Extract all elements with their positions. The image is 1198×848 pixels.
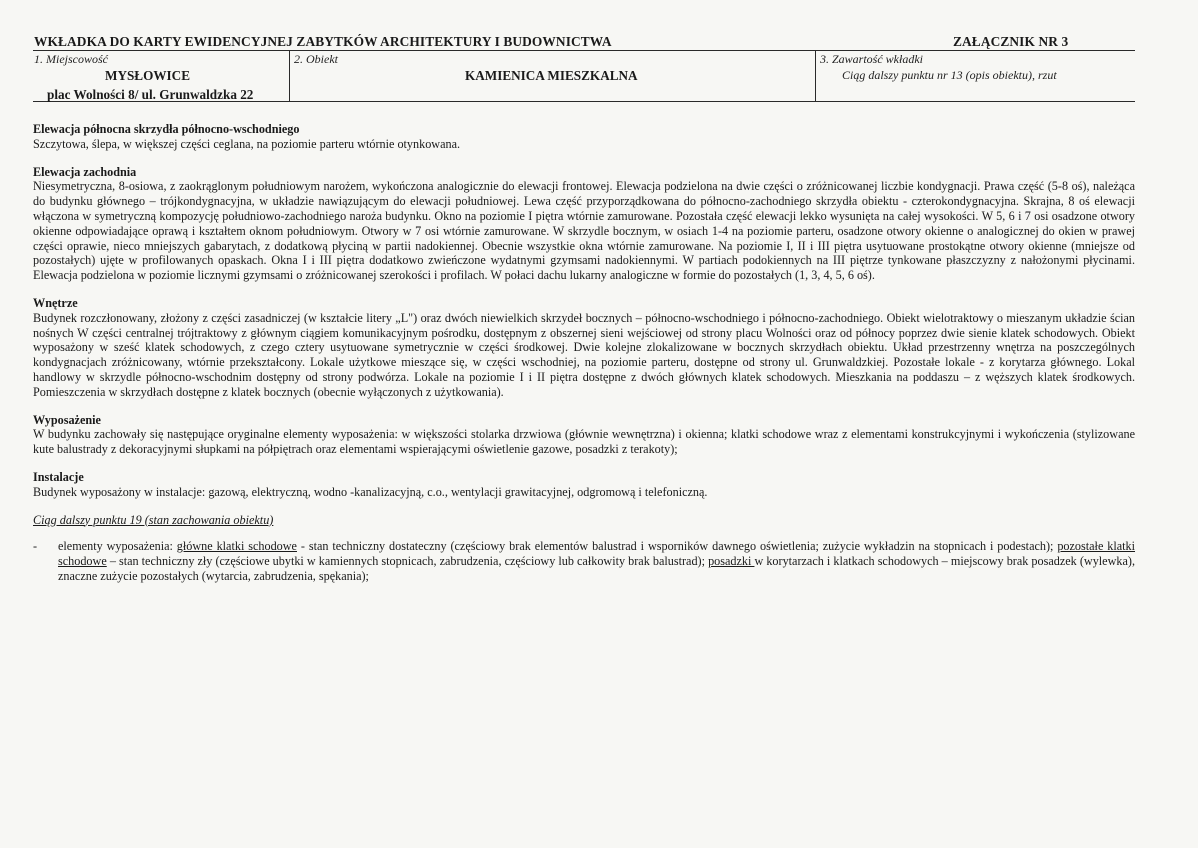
contents-value: Ciąg dalszy punktu nr 13 (opis obiektu), rzut bbox=[842, 68, 1057, 82]
object-label: 2. Obiekt bbox=[294, 52, 338, 66]
item-underlined-term: posadzki bbox=[708, 554, 755, 569]
section-installations bbox=[33, 470, 1135, 500]
section-heading: Wyposażenie bbox=[33, 412, 101, 427]
section-heading: Wnętrze bbox=[33, 295, 78, 310]
contents-label: 3. Zawartość wkładki bbox=[820, 52, 924, 66]
section-text: Niesymetryczna, 8-osiowa, z zaokrąglonym południowym narożem, wykończona analogicznie do elewacji frontowej. Elewacja podzielona na dwie części o zróżnicowanej liczbie kondygnacji. Prawa część (5-8 oś), należąca do budynku głównego – trójkondygnacyjna, w układzie nawiązującym do elewacji południowej. Lewa część przyporządkowana do północno-zachodniego skrzydła obiektu - czterokondygnacyjna. Skrajna, 8 oś elewacji włączona w symetryczną kompozycję południowo-zachodniego naroża budynku. Okno na poziomie I piętra wtórnie zamurowane. Pozostała część elewacji lekko wysunięta na całej wysokości. W 5, 6 i 7 osi osadzone otwory okienne odpowiadające oprawą i kształtem oknom południowym. Otwory w 7 osi wtórnie zamurowane. W skrzydle bocznym, w osiach 1-4 na poziomie parteru, osadzone otwory okienne o analogicznej do okien w prawej części oprawie, nieco mniejszych gabarytach, z dodatkową płyciną w partii nadokiennej. Obecnie wszystkie okna wtórnie zamurowane. Na poziomie I, II i III piętra usytuowane prostokątne otwory okienne (mniejsze od pozostałych) ujęte w profilowanych opaskach. Okna I i III piętra dodatkowo zwieńczone wydatnymi gzymsami nadokiennymi. W partiach podokiennych na III piętrze tynkowane płaszczyzny z nałożonymi płycinami. Elewacja podzielona w poziomie licznymi gzymsami o zróżnicowanej szerokości i profilach. W połaci dachu lukarny analogiczne w formie do pozostałych (1, 3, 4, 5, 6 oś). bbox=[33, 179, 1135, 283]
place-address: plac Wolności 8/ ul. Grunwaldzka 22 bbox=[47, 87, 254, 102]
section-heading: Elewacja północna skrzydła północno-wschodniego bbox=[33, 122, 300, 136]
document-body bbox=[33, 122, 1135, 584]
section-heading: Instalacje bbox=[33, 469, 84, 484]
section-interior bbox=[33, 296, 1135, 400]
section-north-elevation bbox=[33, 122, 1135, 152]
section-heading: Elewacja zachodnia bbox=[33, 164, 137, 179]
section-text: Szczytowa, ślepa, w większej części ceglana, na poziomie parteru wtórnie otynkowana. bbox=[33, 136, 461, 151]
section-equipment bbox=[33, 413, 1135, 457]
item-text: - stan techniczny dostateczny (częściowy brak elementów balustrad i wsporników dawnego oświetlenia; zużycie wykładzin na stopnicach i podestach); bbox=[296, 539, 1058, 554]
section-text: W budynku zachowały się następujące oryginalne elementy wyposażenia: w większości stolarka drzwiowa (głównie wewnętrzna) i okienna; klatki schodowe wraz z elementami konstrukcyjnymi i wykończenia (stylizowane kute balustrady z dekoracyjnymi słupkami na półpiętrach oraz elementami wspierającymi oświetlenie gazowe, posadzki z terakoty); bbox=[33, 427, 1135, 457]
header-rule-top bbox=[33, 50, 1135, 51]
place-label: 1. Miejscowość bbox=[34, 52, 108, 66]
list-item bbox=[33, 539, 1135, 583]
section-text: Budynek wyposażony w instalacje: gazową, elektryczną, wodno -kanalizacyjną, c.o., wentylacji grawitacyjnej, odgromową i telefoniczną. bbox=[33, 484, 708, 499]
item-text: – stan techniczny zły (częściowe ubytki w kamiennych stopnicach, zabrudzenia, częściowy lub całkowity brak balustrad); bbox=[106, 554, 709, 569]
object-value: KAMIENICA MIESZKALNA bbox=[465, 68, 638, 83]
section-west-elevation bbox=[33, 165, 1135, 283]
list-dash: - bbox=[33, 539, 38, 554]
item-underlined-term: główne klatki schodowe bbox=[176, 539, 297, 554]
field-divider-1 bbox=[289, 50, 290, 102]
field-divider-2 bbox=[815, 50, 816, 102]
annex-number: ZAŁĄCZNIK NR 3 bbox=[953, 34, 1069, 49]
item-text: elementy wyposażenia: bbox=[58, 539, 177, 554]
continuation-title: Ciąg dalszy punktu 19 (stan zachowania obiektu) bbox=[33, 512, 274, 527]
item-underlined-term: pozostałe klatki schodowe bbox=[58, 539, 1136, 569]
section-text: Budynek rozczłonowany, złożony z części zasadniczej (w kształcie litery „L") oraz dwóch niewielkich skrzydeł bocznych – północno-wschodniego i północno-zachodniego. Obiekt wielotraktowy o mieszanym układzie ścian nośnych W części centralnej trójtraktowy z głównym ciągiem komunikacyjnym pośrodku, dostępnym z obszernej sieni wejściowej od strony placu Wolności oraz od północy poprzez dwie sienie klatek schodowych. Obiekt wyposażony w sześć klatek schodowych, z czego cztery usytuowane symetrycznie w części środkowej. Dwie kolejne zlokalizowane w bocznych skrzydłach obiektu. Układ przestrzenny wnętrza na poszczególnych kondygnacjach zróżnicowany, wtórnie przekształcony. Lokale użytkowe mieszące się, w części wschodniej, na poziomie parteru, dostępne od strony ul. Grunwaldzkiej. Pozostałe lokale - z korytarza głównego. Lokal handlowy w skrzydle północno-wschodnim dostępny od strony podwórza. Lokale na poziomie I i II piętra dostępne z dwóch głównych klatek schodowych. Mieszkania na poddaszu – z węższych klatek środkowych. Pomieszczenia w skrzydłach dostępne z klatek bocznych (obecnie wyłączonych z użytkowania). bbox=[33, 310, 1135, 399]
place-value: MYSŁOWICE bbox=[105, 68, 190, 83]
item-text: w korytarzach i klatkach schodowych – miejscowy brak posadzek (wylewka), znaczne zużycie pozostałych (wytarcia, zabrudzenia, spękania); bbox=[58, 554, 1135, 583]
form-title: WKŁADKA DO KARTY EWIDENCYJNEJ ZABYTKÓW ARCHITEKTURY I BUDOWNICTWA bbox=[34, 34, 612, 49]
